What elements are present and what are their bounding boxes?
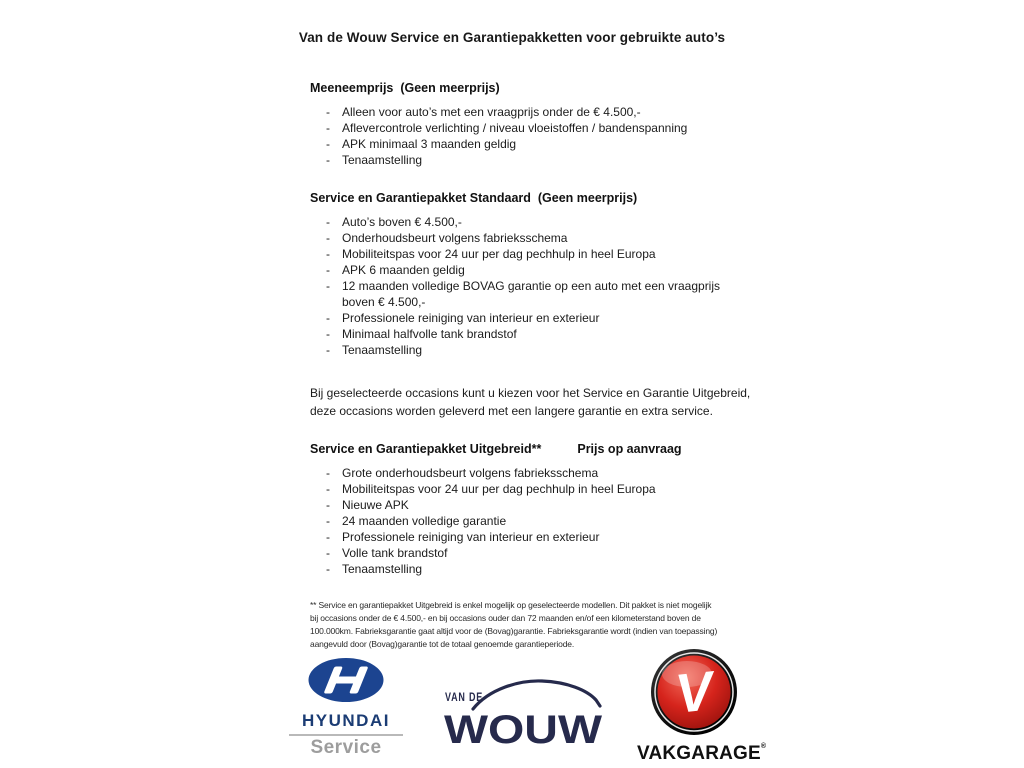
feature-list <box>310 104 755 168</box>
list-item <box>310 214 755 230</box>
bullet-dash: - <box>326 498 330 512</box>
list-item-text: APK minimaal 3 maanden geldig <box>342 137 517 151</box>
list-item <box>310 465 755 481</box>
vakgarage-badge-icon <box>638 659 750 741</box>
list-item-text: APK 6 maanden geldig <box>342 263 465 277</box>
bullet-dash: - <box>326 215 330 229</box>
bullet-dash: - <box>326 153 330 167</box>
footnote-line: bij occasions onder de € 4.500,- en bij occasions ouder dan 72 maanden en/of een kilometerstand boven de <box>310 613 701 623</box>
list-item-text: Tenaamstelling <box>342 562 423 576</box>
footnote-line: ** Service en garantiepakket Uitgebreid is enkel mogelijk op geselecteerde modellen. Dit pakket is niet mogelijk <box>310 600 712 610</box>
bullet-dash: - <box>326 105 330 119</box>
bullet-dash: - <box>326 327 330 341</box>
hyundai-oval-icon <box>287 691 405 708</box>
car-silhouette-icon <box>473 681 600 709</box>
list-item <box>310 561 755 577</box>
list-item-text: 12 maanden volledige BOVAG garantie op een auto met een vraagprijs boven € 4.500,- <box>342 279 721 309</box>
registered-mark: ® <box>760 743 767 750</box>
list-item <box>310 481 755 497</box>
list-item-text: 24 maanden volledige garantie <box>342 514 507 528</box>
list-item-text: Grote onderhoudsbeurt volgens fabrieksschema <box>342 466 599 480</box>
bullet-dash: - <box>326 263 330 277</box>
list-item-text: Volle tank brandstof <box>342 546 448 560</box>
section-uitgebreid <box>310 442 755 577</box>
bullet-dash: - <box>326 482 330 496</box>
hyundai-service-logo <box>287 657 405 759</box>
section-heading <box>310 442 755 456</box>
section-meeneemprijs <box>310 81 755 168</box>
bullet-dash: - <box>326 311 330 325</box>
intro-paragraph <box>310 384 755 420</box>
bullet-dash: - <box>326 279 330 293</box>
bullet-dash: - <box>326 546 330 560</box>
list-item <box>310 136 755 152</box>
section-heading: Service en Garantiepakket Standaard (Geen meerprijs) <box>310 191 638 205</box>
hyundai-divider <box>289 734 403 736</box>
list-item-text: Alleen voor auto’s met een vraagprijs onder de € 4.500,- <box>342 105 641 119</box>
list-item-text: Professionele reiniging van interieur en exterieur <box>342 311 600 325</box>
list-item <box>310 246 755 262</box>
list-item-text: Tenaamstelling <box>342 153 423 167</box>
vakgarage-wordmark: VAKGARAGE® <box>637 743 767 764</box>
hyundai-wordmark: HYUNDAI <box>302 711 390 730</box>
list-item-text: Nieuwe APK <box>342 498 409 512</box>
bullet-dash: - <box>326 121 330 135</box>
bullet-dash: - <box>326 247 330 261</box>
list-item <box>310 262 755 278</box>
list-item-text: Minimaal halfvolle tank brandstof <box>342 327 517 341</box>
list-item <box>310 342 755 358</box>
bullet-dash: - <box>326 137 330 151</box>
list-item-text: Onderhoudsbeurt volgens fabrieksschema <box>342 231 568 245</box>
document-body <box>310 81 755 651</box>
list-item <box>310 230 755 246</box>
van-de-wouw-logo <box>443 671 604 754</box>
bullet-dash: - <box>326 530 330 544</box>
list-item-text: Mobiliteitspas voor 24 uur per dag pechhulp in heel Europa <box>342 247 656 261</box>
vakgarage-logo <box>637 648 767 765</box>
list-item <box>310 152 755 168</box>
paragraph-line: Bij geselecteerde occasions kunt u kiezen voor het Service en Garantie Uitgebreid, <box>310 386 751 400</box>
section-heading: Meeneemprijs (Geen meerprijs) <box>310 81 500 95</box>
page-title: Van de Wouw Service en Garantiepakketten voor gebruikte auto’s <box>298 30 726 45</box>
list-item-text: Auto’s boven € 4.500,- <box>342 215 462 229</box>
svg-text:WOUW: WOUW <box>444 708 603 749</box>
hyundai-service-label: Service <box>310 737 382 758</box>
list-item <box>310 545 755 561</box>
list-item <box>310 529 755 545</box>
price-note: Prijs op aanvraag <box>577 442 682 456</box>
paragraph-line: deze occasions worden geleverd met een langere garantie en extra service. <box>310 404 713 418</box>
bullet-dash: - <box>326 231 330 245</box>
list-item-text: Tenaamstelling <box>342 343 423 357</box>
list-item-text: Professionele reiniging van interieur en exterieur <box>342 530 600 544</box>
feature-list <box>310 465 755 577</box>
section-standaard <box>310 191 755 358</box>
bullet-dash: - <box>326 466 330 480</box>
list-item <box>310 120 755 136</box>
footnote-line: 100.000km. Fabrieksgarantie gaat altijd voor de (Bovag)garantie. Fabrieksgarantie wordt (indien van toepassing) <box>310 626 718 636</box>
list-item <box>310 104 755 120</box>
section-heading-text: Service en Garantiepakket Uitgebreid** <box>310 442 542 456</box>
svg-text:VAN DE: VAN DE <box>445 692 483 704</box>
list-item <box>310 497 755 513</box>
list-item <box>310 513 755 529</box>
list-item-text: Mobiliteitspas voor 24 uur per dag pechhulp in heel Europa <box>342 482 656 496</box>
footnote <box>310 599 755 651</box>
list-item <box>310 310 755 326</box>
list-item <box>310 278 755 310</box>
feature-list <box>310 214 755 358</box>
footnote-line: aangevuld door (Bovag)garantie tot de totaal genoemde garantieperiode. <box>310 639 575 649</box>
bullet-dash: - <box>326 343 330 357</box>
logo-row <box>0 655 1024 768</box>
list-item <box>310 326 755 342</box>
bullet-dash: - <box>326 514 330 528</box>
list-item-text: Aflevercontrole verlichting / niveau vloeistoffen / bandenspanning <box>342 121 688 135</box>
bullet-dash: - <box>326 562 330 576</box>
svg-text:V: V <box>672 659 716 725</box>
